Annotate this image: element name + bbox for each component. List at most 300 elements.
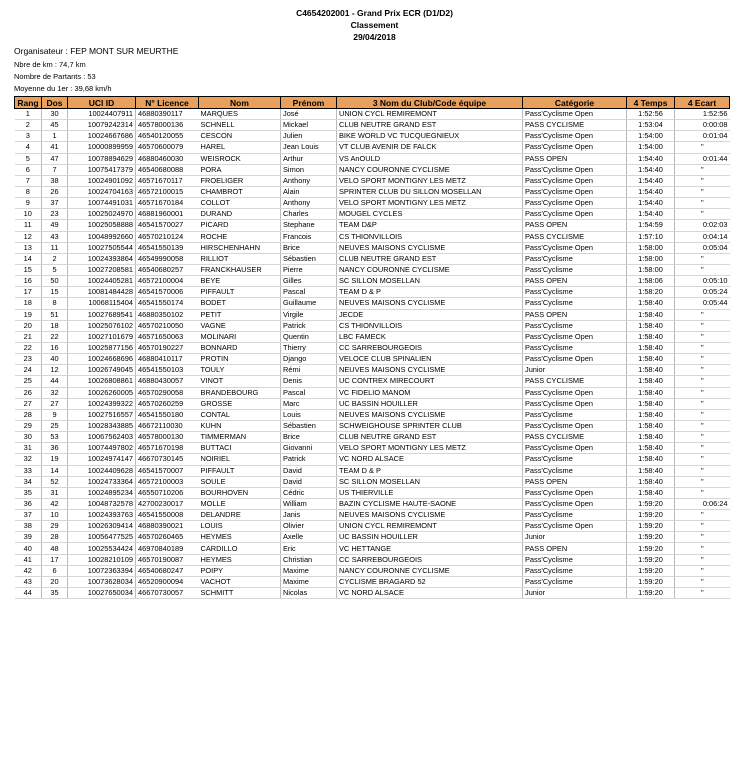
licence-cell: 46880390021 bbox=[136, 521, 199, 532]
uci-id-cell: 10028343885 bbox=[68, 420, 136, 431]
temps-cell: 1:59:20 bbox=[627, 554, 675, 565]
licence-cell: 46970840189 bbox=[136, 543, 199, 554]
licence-cell: 46570210050 bbox=[136, 320, 199, 331]
ecart-cell: 0:05:24 bbox=[675, 287, 730, 298]
nom-cell: ROCHE bbox=[199, 231, 281, 242]
licence-cell: 46540680088 bbox=[136, 164, 199, 175]
uci-id-cell: 10024901092 bbox=[68, 175, 136, 186]
ecart-cell: 0:02:03 bbox=[675, 220, 730, 231]
dos-cell: 37 bbox=[42, 198, 68, 209]
club-cell: UC BASSIN HOUILLER bbox=[337, 398, 523, 409]
table-row bbox=[15, 231, 730, 242]
nom-cell: MOLLE bbox=[199, 498, 281, 509]
dos-cell: 35 bbox=[42, 588, 68, 599]
ecart-cell: " bbox=[675, 420, 730, 431]
licence-cell: 46570260465 bbox=[136, 532, 199, 543]
table-row bbox=[15, 142, 730, 153]
temps-cell: 1:58:40 bbox=[627, 432, 675, 443]
licence-cell: 46520900094 bbox=[136, 576, 199, 587]
dos-cell: 14 bbox=[42, 465, 68, 476]
table-row bbox=[15, 287, 730, 298]
temps-cell: 1:59:20 bbox=[627, 588, 675, 599]
table-row bbox=[15, 588, 730, 599]
nom-cell: BONNARD bbox=[199, 342, 281, 353]
ecart-cell: " bbox=[675, 454, 730, 465]
table-row bbox=[15, 565, 730, 576]
uci-id-cell: 10026260005 bbox=[68, 387, 136, 398]
nom-cell: PROTIN bbox=[199, 354, 281, 365]
table-row bbox=[15, 432, 730, 443]
uci-id-cell: 10024974147 bbox=[68, 454, 136, 465]
club-cell: CS THIONVILLOIS bbox=[337, 231, 523, 242]
table-row bbox=[15, 398, 730, 409]
categorie-cell: Junior bbox=[523, 532, 627, 543]
rang-cell: 34 bbox=[15, 476, 42, 487]
table-row bbox=[15, 175, 730, 186]
ecart-cell: " bbox=[675, 365, 730, 376]
prenom-cell: Cédric bbox=[281, 487, 337, 498]
prenom-cell: Sébastien bbox=[281, 420, 337, 431]
licence-cell: 46541550139 bbox=[136, 242, 199, 253]
nom-cell: HEYMES bbox=[199, 532, 281, 543]
licence-cell: 46541570006 bbox=[136, 287, 199, 298]
temps-cell: 1:59:20 bbox=[627, 498, 675, 509]
rang-cell: 25 bbox=[15, 376, 42, 387]
licence-cell: 46570190087 bbox=[136, 554, 199, 565]
nom-cell: BODET bbox=[199, 298, 281, 309]
uci-id-cell: 10078894629 bbox=[68, 153, 136, 164]
categorie-cell: PASS CYCLISME bbox=[523, 120, 627, 131]
club-cell: TEAM D & P bbox=[337, 287, 523, 298]
categorie-cell: Pass'Cyclisme Open bbox=[523, 131, 627, 142]
prenom-cell: Anthony bbox=[281, 175, 337, 186]
ecart-cell: 0:01:44 bbox=[675, 153, 730, 164]
prenom-cell: Axelle bbox=[281, 532, 337, 543]
prenom-cell: Julien bbox=[281, 131, 337, 142]
ecart-cell: 1:52:56 bbox=[675, 109, 730, 120]
dos-cell: 28 bbox=[42, 532, 68, 543]
ecart-cell: " bbox=[675, 376, 730, 387]
club-cell: UNION CYCL REMIREMONT bbox=[337, 109, 523, 120]
club-cell: US THIERVILLE bbox=[337, 487, 523, 498]
ecart-cell: " bbox=[675, 387, 730, 398]
nom-cell: HIRSCHENHAHN bbox=[199, 242, 281, 253]
dos-cell: 12 bbox=[42, 365, 68, 376]
temps-cell: 1:58:40 bbox=[627, 454, 675, 465]
table-row bbox=[15, 220, 730, 231]
nom-cell: BRANDEBOURG bbox=[199, 387, 281, 398]
prenom-cell: Brice bbox=[281, 432, 337, 443]
ecart-cell: " bbox=[675, 476, 730, 487]
prenom-cell: William bbox=[281, 498, 337, 509]
prenom-cell: Django bbox=[281, 354, 337, 365]
table-row bbox=[15, 543, 730, 554]
dos-cell: 8 bbox=[42, 298, 68, 309]
nom-cell: TIMMERMAN bbox=[199, 432, 281, 443]
uci-id-cell: 10056477525 bbox=[68, 532, 136, 543]
table-row bbox=[15, 476, 730, 487]
uci-id-cell: 10025076102 bbox=[68, 320, 136, 331]
licence-cell: 46572100004 bbox=[136, 276, 199, 287]
categorie-cell: Pass'Cyclisme bbox=[523, 465, 627, 476]
licence-cell: 46578000136 bbox=[136, 120, 199, 131]
temps-cell: 1:58:40 bbox=[627, 309, 675, 320]
dos-cell: 2 bbox=[42, 253, 68, 264]
table-row bbox=[15, 465, 730, 476]
ecart-cell: " bbox=[675, 487, 730, 498]
uci-id-cell: 10024405281 bbox=[68, 276, 136, 287]
rang-cell: 24 bbox=[15, 365, 42, 376]
temps-cell: 1:54:40 bbox=[627, 198, 675, 209]
rang-cell: 12 bbox=[15, 231, 42, 242]
nom-cell: PORA bbox=[199, 164, 281, 175]
rang-cell: 2 bbox=[15, 120, 42, 131]
uci-id-cell: 10024668696 bbox=[68, 354, 136, 365]
temps-cell: 1:59:20 bbox=[627, 543, 675, 554]
dos-cell: 36 bbox=[42, 443, 68, 454]
uci-id-cell: 10027208581 bbox=[68, 264, 136, 275]
prenom-cell: Sébastien bbox=[281, 253, 337, 264]
table-header-row bbox=[15, 97, 730, 109]
prenom-cell: Jean Louis bbox=[281, 142, 337, 153]
categorie-cell: Pass'Cyclisme Open bbox=[523, 398, 627, 409]
uci-id-cell: 10026749045 bbox=[68, 365, 136, 376]
prenom-cell: José bbox=[281, 109, 337, 120]
rang-cell: 18 bbox=[15, 298, 42, 309]
dos-cell: 23 bbox=[42, 209, 68, 220]
dos-cell: 19 bbox=[42, 454, 68, 465]
rang-cell: 14 bbox=[15, 253, 42, 264]
nom-cell: PIFFAULT bbox=[199, 465, 281, 476]
club-cell: NANCY COURONNE CYCLISME bbox=[337, 164, 523, 175]
rang-cell: 32 bbox=[15, 454, 42, 465]
table-row bbox=[15, 409, 730, 420]
dos-cell: 44 bbox=[42, 376, 68, 387]
col-header-dos: Dos bbox=[42, 97, 68, 109]
rang-cell: 44 bbox=[15, 588, 42, 599]
dos-cell: 42 bbox=[42, 498, 68, 509]
categorie-cell: PASS CYCLISME bbox=[523, 432, 627, 443]
temps-cell: 1:54:40 bbox=[627, 209, 675, 220]
categorie-cell: Pass'Cyclisme bbox=[523, 554, 627, 565]
uci-id-cell: 10000899959 bbox=[68, 142, 136, 153]
rang-cell: 19 bbox=[15, 309, 42, 320]
ecart-cell: " bbox=[675, 142, 730, 153]
uci-id-cell: 10024733364 bbox=[68, 476, 136, 487]
licence-cell: 46670730145 bbox=[136, 454, 199, 465]
ecart-cell: " bbox=[675, 532, 730, 543]
club-cell: CC SARREBOURGEOIS bbox=[337, 554, 523, 565]
prenom-cell: Christian bbox=[281, 554, 337, 565]
rang-cell: 11 bbox=[15, 220, 42, 231]
licence-cell: 46540680247 bbox=[136, 565, 199, 576]
categorie-cell: Pass'Cyclisme bbox=[523, 320, 627, 331]
prenom-cell: Louis bbox=[281, 409, 337, 420]
nom-cell: FROELIGER bbox=[199, 175, 281, 186]
table-row bbox=[15, 264, 730, 275]
table-row bbox=[15, 131, 730, 142]
dos-cell: 15 bbox=[42, 287, 68, 298]
temps-cell: 1:58:40 bbox=[627, 365, 675, 376]
prenom-cell: Rémi bbox=[281, 365, 337, 376]
nom-cell: CESCON bbox=[199, 131, 281, 142]
club-cell: VT CLUB AVENIR DE FALCK bbox=[337, 142, 523, 153]
categorie-cell: Pass'Cyclisme bbox=[523, 565, 627, 576]
prenom-cell: Pascal bbox=[281, 287, 337, 298]
col-header-nom: Nom bbox=[199, 97, 281, 109]
nom-cell: POIPY bbox=[199, 565, 281, 576]
temps-cell: 1:54:40 bbox=[627, 153, 675, 164]
licence-cell: 46572100003 bbox=[136, 476, 199, 487]
club-cell: VC NORD ALSACE bbox=[337, 454, 523, 465]
licence-cell: 46672110030 bbox=[136, 420, 199, 431]
ecart-cell: 0:05:10 bbox=[675, 276, 730, 287]
dos-cell: 53 bbox=[42, 432, 68, 443]
categorie-cell: Pass'Cyclisme Open bbox=[523, 420, 627, 431]
club-cell: CS THIONVILLOIS bbox=[337, 320, 523, 331]
temps-cell: 1:58:20 bbox=[627, 287, 675, 298]
ecart-cell: " bbox=[675, 342, 730, 353]
dos-cell: 6 bbox=[42, 565, 68, 576]
prenom-cell: Denis bbox=[281, 376, 337, 387]
rang-cell: 13 bbox=[15, 242, 42, 253]
dos-cell: 40 bbox=[42, 354, 68, 365]
dos-cell: 17 bbox=[42, 554, 68, 565]
ecart-cell: " bbox=[675, 576, 730, 587]
ecart-cell: " bbox=[675, 554, 730, 565]
dos-cell: 45 bbox=[42, 120, 68, 131]
temps-cell: 1:59:20 bbox=[627, 565, 675, 576]
categorie-cell: Pass'Cyclisme Open bbox=[523, 387, 627, 398]
dos-cell: 7 bbox=[42, 164, 68, 175]
uci-id-cell: 10079242314 bbox=[68, 120, 136, 131]
uci-id-cell: 10073628034 bbox=[68, 576, 136, 587]
uci-id-cell: 10025058888 bbox=[68, 220, 136, 231]
ecart-cell: " bbox=[675, 443, 730, 454]
temps-cell: 1:59:20 bbox=[627, 576, 675, 587]
club-cell: VC HETTANGE bbox=[337, 543, 523, 554]
categorie-cell: Pass'Cyclisme bbox=[523, 264, 627, 275]
temps-cell: 1:59:20 bbox=[627, 521, 675, 532]
categorie-cell: Pass'Cyclisme Open bbox=[523, 354, 627, 365]
club-cell: SC SILLON MOSELLAN bbox=[337, 276, 523, 287]
uci-id-cell: 10024409628 bbox=[68, 465, 136, 476]
ecart-cell: " bbox=[675, 521, 730, 532]
licence-cell: 46571650063 bbox=[136, 331, 199, 342]
categorie-cell: Pass'Cyclisme Open bbox=[523, 175, 627, 186]
table-row bbox=[15, 309, 730, 320]
table-row bbox=[15, 198, 730, 209]
licence-cell: 46540680257 bbox=[136, 264, 199, 275]
nom-cell: MOLINARI bbox=[199, 331, 281, 342]
club-cell: NANCY COURONNE CYCLISME bbox=[337, 565, 523, 576]
table-row bbox=[15, 253, 730, 264]
rang-cell: 3 bbox=[15, 131, 42, 142]
licence-cell: 46541550103 bbox=[136, 365, 199, 376]
licence-cell: 46880390117 bbox=[136, 109, 199, 120]
club-cell: VELO SPORT MONTIGNY LES METZ bbox=[337, 198, 523, 209]
ecart-cell: " bbox=[675, 588, 730, 599]
nom-cell: HAREL bbox=[199, 142, 281, 153]
prenom-cell: Giovanni bbox=[281, 443, 337, 454]
rang-cell: 26 bbox=[15, 387, 42, 398]
table-row bbox=[15, 342, 730, 353]
temps-cell: 1:58:40 bbox=[627, 354, 675, 365]
prenom-cell: Arthur bbox=[281, 153, 337, 164]
uci-id-cell: 10026309414 bbox=[68, 521, 136, 532]
uci-id-cell: 10024393763 bbox=[68, 510, 136, 521]
club-cell: NEUVES MAISONS CYCLISME bbox=[337, 298, 523, 309]
temps-cell: 1:54:40 bbox=[627, 164, 675, 175]
club-cell: CLUB NEUTRE GRAND EST bbox=[337, 253, 523, 264]
categorie-cell: Pass'Cyclisme Open bbox=[523, 164, 627, 175]
table-row bbox=[15, 510, 730, 521]
club-cell: UNION CYCL REMIREMONT bbox=[337, 521, 523, 532]
table-row bbox=[15, 365, 730, 376]
categorie-cell: Pass'Cyclisme bbox=[523, 409, 627, 420]
club-cell: VS AnOULD bbox=[337, 153, 523, 164]
rang-cell: 23 bbox=[15, 354, 42, 365]
club-cell: LBC FAMECK bbox=[337, 331, 523, 342]
rang-cell: 28 bbox=[15, 409, 42, 420]
licence-cell: 46880410117 bbox=[136, 354, 199, 365]
categorie-cell: Pass'Cyclisme Open bbox=[523, 443, 627, 454]
nom-cell: VINOT bbox=[199, 376, 281, 387]
table-row bbox=[15, 443, 730, 454]
ecart-cell: " bbox=[675, 264, 730, 275]
dos-cell: 29 bbox=[42, 521, 68, 532]
col-header-temps: 4 Temps bbox=[627, 97, 675, 109]
club-cell: JECDE bbox=[337, 309, 523, 320]
nom-cell: PICARD bbox=[199, 220, 281, 231]
table-row bbox=[15, 331, 730, 342]
dos-cell: 31 bbox=[42, 487, 68, 498]
uci-id-cell: 10025877156 bbox=[68, 342, 136, 353]
uci-id-cell: 10074491031 bbox=[68, 198, 136, 209]
club-cell: VELO SPORT MONTIGNY LES METZ bbox=[337, 175, 523, 186]
rang-cell: 15 bbox=[15, 264, 42, 275]
club-cell: VELO SPORT MONTIGNY LES METZ bbox=[337, 443, 523, 454]
uci-id-cell: 10024895234 bbox=[68, 487, 136, 498]
categorie-cell: Pass'Cyclisme bbox=[523, 342, 627, 353]
nom-cell: SOULE bbox=[199, 476, 281, 487]
rang-cell: 7 bbox=[15, 175, 42, 186]
race-date: 29/04/2018 bbox=[353, 32, 396, 42]
uci-id-cell: 10068115404 bbox=[68, 298, 136, 309]
ecart-cell: " bbox=[675, 175, 730, 186]
dos-cell: 50 bbox=[42, 276, 68, 287]
categorie-cell: PASS OPEN bbox=[523, 309, 627, 320]
nom-cell: CONTAL bbox=[199, 409, 281, 420]
ecart-cell: 0:04:14 bbox=[675, 231, 730, 242]
temps-cell: 1:59:20 bbox=[627, 532, 675, 543]
ecart-cell: " bbox=[675, 510, 730, 521]
categorie-cell: Pass'Cyclisme Open bbox=[523, 209, 627, 220]
table-row bbox=[15, 554, 730, 565]
rang-cell: 16 bbox=[15, 276, 42, 287]
licence-cell: 46572100015 bbox=[136, 186, 199, 197]
table-row bbox=[15, 387, 730, 398]
rang-cell: 36 bbox=[15, 498, 42, 509]
uci-id-cell: 10048992660 bbox=[68, 231, 136, 242]
rang-cell: 21 bbox=[15, 331, 42, 342]
nom-cell: SCHMITT bbox=[199, 588, 281, 599]
categorie-cell: Pass'Cyclisme bbox=[523, 253, 627, 264]
prenom-cell: David bbox=[281, 465, 337, 476]
table-row bbox=[15, 276, 730, 287]
categorie-cell: Pass'Cyclisme Open bbox=[523, 198, 627, 209]
licence-cell: 46541570007 bbox=[136, 465, 199, 476]
categorie-cell: Pass'Cyclisme Open bbox=[523, 331, 627, 342]
temps-cell: 1:54:40 bbox=[627, 186, 675, 197]
categorie-cell: Pass'Cyclisme bbox=[523, 287, 627, 298]
table-row bbox=[15, 454, 730, 465]
table-row bbox=[15, 521, 730, 532]
temps-cell: 1:58:40 bbox=[627, 376, 675, 387]
ecart-cell: " bbox=[675, 253, 730, 264]
dos-cell: 27 bbox=[42, 398, 68, 409]
prenom-cell: Pierre bbox=[281, 264, 337, 275]
ecart-cell: " bbox=[675, 465, 730, 476]
dos-cell: 5 bbox=[42, 264, 68, 275]
temps-cell: 1:53:04 bbox=[627, 120, 675, 131]
prenom-cell: Nicolas bbox=[281, 588, 337, 599]
rang-cell: 27 bbox=[15, 398, 42, 409]
nom-cell: COLLOT bbox=[199, 198, 281, 209]
table-row bbox=[15, 576, 730, 587]
prenom-cell: Thierry bbox=[281, 342, 337, 353]
club-cell: UC BASSIN HOUILLER bbox=[337, 532, 523, 543]
uci-id-cell: 10027505544 bbox=[68, 242, 136, 253]
temps-cell: 1:58:40 bbox=[627, 331, 675, 342]
ecart-cell: 0:05:44 bbox=[675, 298, 730, 309]
nom-cell: KUHN bbox=[199, 420, 281, 431]
temps-cell: 1:58:40 bbox=[627, 342, 675, 353]
starters-text: Nombre de Partants : 53 bbox=[14, 72, 96, 81]
uci-id-cell: 10081484428 bbox=[68, 287, 136, 298]
rang-cell: 17 bbox=[15, 287, 42, 298]
licence-cell: 46570190227 bbox=[136, 342, 199, 353]
categorie-cell: Pass'Cyclisme Open bbox=[523, 487, 627, 498]
uci-id-cell: 10027650034 bbox=[68, 588, 136, 599]
nom-cell: RILLIOT bbox=[199, 253, 281, 264]
licence-cell: 46541550008 bbox=[136, 510, 199, 521]
licence-cell: 46549990058 bbox=[136, 253, 199, 264]
categorie-cell: Pass'Cyclisme Open bbox=[523, 498, 627, 509]
ecart-cell: 0:05:04 bbox=[675, 242, 730, 253]
categorie-cell: Pass'Cyclisme bbox=[523, 454, 627, 465]
uci-id-cell: 10024407911 bbox=[68, 109, 136, 120]
prenom-cell: Patrick bbox=[281, 454, 337, 465]
prenom-cell: Stephane bbox=[281, 220, 337, 231]
nom-cell: DELANDRE bbox=[199, 510, 281, 521]
rang-cell: 39 bbox=[15, 532, 42, 543]
dos-cell: 10 bbox=[42, 510, 68, 521]
nom-cell: HEYMES bbox=[199, 554, 281, 565]
club-cell: NEUVES MAISONS CYCLISME bbox=[337, 242, 523, 253]
dos-cell: 41 bbox=[42, 142, 68, 153]
uci-id-cell: 10074497802 bbox=[68, 443, 136, 454]
club-cell: VELOCE CLUB SPINALIEN bbox=[337, 354, 523, 365]
temps-cell: 1:58:00 bbox=[627, 242, 675, 253]
licence-cell: 46570290058 bbox=[136, 387, 199, 398]
table-row bbox=[15, 532, 730, 543]
temps-cell: 1:54:00 bbox=[627, 142, 675, 153]
ecart-cell: " bbox=[675, 398, 730, 409]
uci-id-cell: 10072363394 bbox=[68, 565, 136, 576]
rang-cell: 35 bbox=[15, 487, 42, 498]
nom-cell: MARQUES bbox=[199, 109, 281, 120]
